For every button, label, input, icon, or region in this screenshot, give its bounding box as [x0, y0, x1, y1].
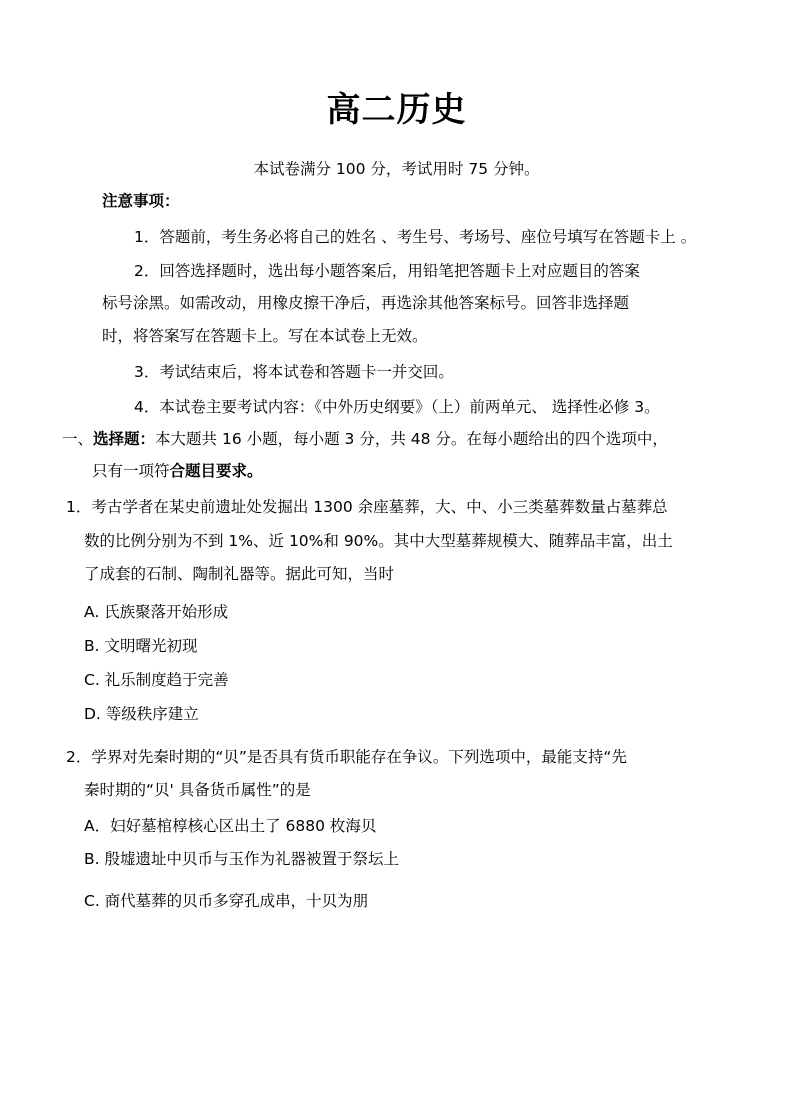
question-1-option-d: D. 等级秩序建立: [84, 705, 199, 723]
notice-item-4: 4．本试卷主要考试内容：《中外历史纲要》（上）前两单元、 选择性必修 3。: [134, 398, 660, 416]
notice-item-2-line-3: 时，将答案写在答题卡上。写在本试卷上无效。: [102, 327, 428, 345]
section-1-title: 选择题：: [93, 430, 156, 448]
question-1-option-b: B. 文明曙光初现: [84, 637, 198, 655]
exam-title: 高二历史: [326, 90, 467, 130]
section-1-label: 一、: [62, 430, 94, 448]
question-1-line-2: 数的比例分别为不到 1%、近 10%和 90%。其中大型墓葬规模大、随葬品丰富，出土: [84, 532, 673, 550]
question-1-line-3: 了成套的石制、陶制礼器等。据此可知，当时: [84, 565, 395, 583]
section-1-requirement-bold: 合题目要求。: [169, 462, 263, 480]
question-1-line-1: 1．考古学者在某史前遗址处发掘出 1300 余座墓葬，大、中、小三类墓葬数量占墓葬总: [66, 498, 668, 516]
notice-item-2-line-2: 标号涂黑。如需改动，用橡皮擦干净后，再选涂其他答案标号。回答非选择题: [102, 294, 630, 312]
section-1-requirement-normal: 只有一项符: [92, 462, 170, 480]
question-2-option-a: A．妇好墓棺椁核心区出土了 6880 枚海贝: [84, 817, 377, 835]
question-2-line-1: 2．学界对先秦时期的“贝”是否具有货币职能存在争议。下列选项中，最能支持“先: [66, 748, 627, 766]
notice-heading: 注意事项：: [102, 192, 180, 210]
section-1-description: 本大题共 16 小题，每小题 3 分，共 48 分。在每小题给出的四个选项中，: [155, 430, 668, 448]
section-1-heading: [62, 429, 668, 449]
question-1-option-c: C. 礼乐制度趋于完善: [84, 671, 229, 689]
question-2-line-2: 秦时期的“贝' 具备货币属性”的是: [84, 781, 311, 799]
question-1-option-a: A. 氏族聚落开始形成: [84, 603, 229, 621]
question-2-option-c: C. 商代墓葬的贝币多穿孔成串，十贝为朋: [84, 892, 369, 910]
question-2-option-b: B. 殷墟遗址中贝币与玉作为礼器被置于祭坛上: [84, 850, 399, 868]
notice-item-1: 1．答题前，考生务必将自己的姓名 、考生号、考场号、座位号填写在答题卡上 。: [134, 228, 697, 246]
section-1-requirement: [92, 461, 263, 481]
notice-item-3: 3．考试结束后，将本试卷和答题卡一并交回。: [134, 363, 454, 381]
notice-item-2-line-1: 2．回答选择题时，选出每小题答案后，用铅笔把答题卡上对应题目的答案: [134, 262, 640, 280]
exam-subtitle: 本试卷满分 100 分，考试用时 75 分钟。: [253, 160, 540, 178]
